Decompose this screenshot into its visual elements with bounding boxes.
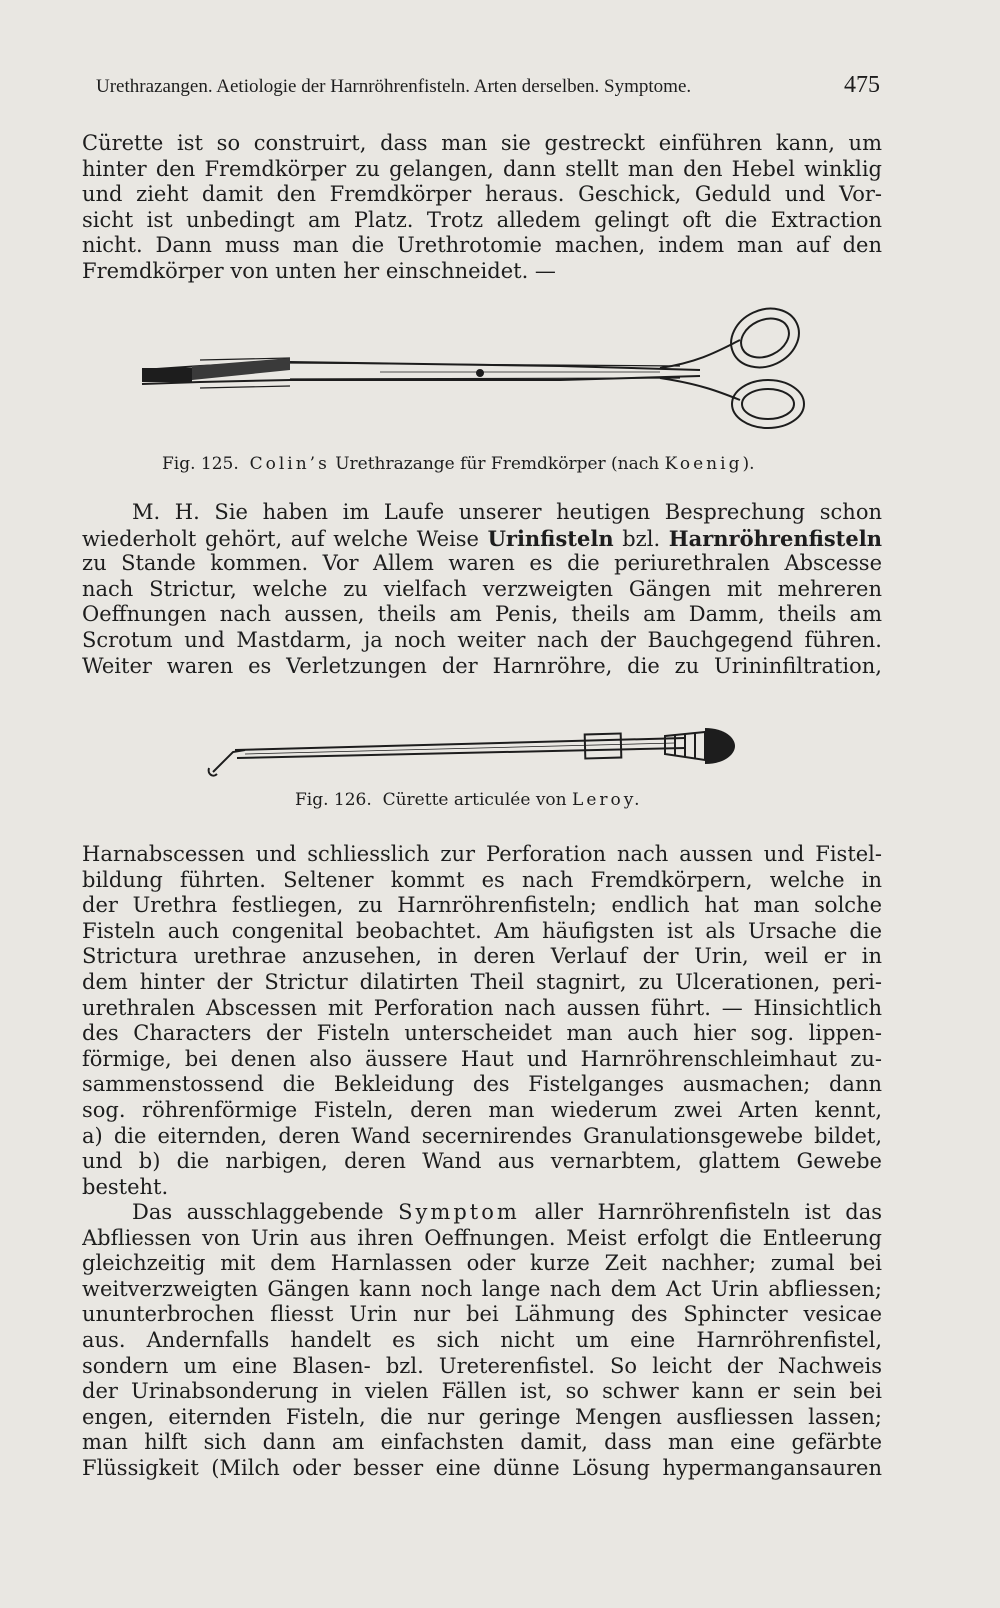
bold-term: Harnröhrenfisteln [668, 525, 882, 551]
text-line: weitverzweigten Gängen kann noch lange nach dem Act Urin abfliessen; [82, 1276, 882, 1301]
paragraph-3 [82, 842, 882, 1200]
text-line: Fremdkörper von unten her einschneidet. — [82, 258, 556, 283]
text-line: nach Strictur, welche zu vielfach verzweigten Gängen mit mehreren [82, 576, 882, 601]
text-line: Abfliessen von Urin aus ihren Oeffnungen. Meist erfolgt die Entleerung [82, 1225, 882, 1250]
text-line [82, 526, 882, 552]
text-line: aus. Andernfalls handelt es sich nicht um eine Harnröhrenfistel, [82, 1327, 882, 1352]
text-line: sicht ist unbedingt am Platz. Trotz alledem gelingt oft die Extraction [82, 207, 882, 232]
text-line: besteht. [82, 1174, 169, 1199]
figure-text: Urethrazange für Fremdkörper (nach [335, 454, 660, 474]
text-line: sog. röhrenförmige Fisteln, deren man wiederum zwei Arten kennt, [82, 1097, 882, 1122]
text-span: bzl. [622, 526, 661, 551]
text-line: sondern um eine Blasen- bzl. Ureterenfistel. So leicht der Nachweis [82, 1353, 882, 1378]
text-line: Harnabscessen und schliesslich zur Perforation nach aussen und Fistel- [82, 842, 882, 866]
text-span: aller Harnröhrenfisteln ist das [534, 1200, 882, 1224]
text-span: Das ausschlaggebende [132, 1200, 384, 1224]
bold-term: Urinfisteln [487, 525, 614, 551]
paragraph-1 [82, 131, 882, 285]
figure-source: Leroy. [572, 790, 643, 810]
text-line: gleichzeitig mit dem Harnlassen oder kurze Zeit nachher; zumal bei [82, 1251, 882, 1276]
paragraph-4 [82, 1200, 882, 1482]
text-line: zu Stande kommen. Vor Allem waren es die periurethralen Abscesse [82, 551, 882, 576]
text-line: Strictura urethrae anzusehen, in deren Verlauf der Urin, weil er in [82, 944, 882, 969]
text-line [82, 1200, 882, 1226]
text-line: urethralen Abscessen mit Perforation nach aussen führt. — Hinsichtlich [82, 995, 882, 1020]
figure-label: Fig. 126. [295, 790, 372, 810]
text-line: sammenstossend die Bekleidung des Fistelganges ausmachen; dann [82, 1072, 882, 1097]
text-span: wiederholt gehört, auf welche Weise [82, 526, 479, 551]
paragraph-2 [82, 500, 882, 679]
running-header [96, 72, 880, 104]
figure-caption-125 [162, 454, 755, 474]
text-line: M. H. Sie haben im Laufe unserer heutigen Besprechung schon [132, 500, 882, 524]
running-title: Urethrazangen. Aetiologie der Harnröhrenfisteln. Arten derselben. Symptome. [96, 76, 692, 97]
text-line: Weiter waren es Verletzungen der Harnröhre, die zu Urininfiltration, [82, 653, 882, 678]
figure-author: Colin’s [249, 454, 330, 474]
urethral-forceps-illustration [140, 300, 820, 450]
text-line: engen, eiternden Fisteln, die nur geringe Mengen ausfliessen lassen; [82, 1404, 882, 1429]
text-line: man hilft sich dann am einfachsten damit, dass man eine gefärbte [82, 1430, 882, 1455]
text-line: Oeffnungen nach aussen, theils am Penis, theils am Damm, theils am [82, 602, 882, 627]
text-line: förmige, bei denen also äussere Haut und Harnröhrenschleimhaut zu- [82, 1046, 882, 1071]
text-line: a) die eiternden, deren Wand secernirendes Granulationsgewebe bildet, [82, 1123, 882, 1148]
text-line: Cürette ist so construirt, dass man sie gestreckt einführen kann, um [82, 131, 882, 155]
figure-source: Koenig [664, 454, 743, 474]
text-line: Fisteln auch congenital beobachtet. Am häufigsten ist als Ursache die [82, 918, 882, 943]
text-line: bildung führten. Seltener kommt es nach Fremdkörpern, welche in [82, 867, 882, 892]
text-line: nicht. Dann muss man die Urethrotomie machen, indem man auf den [82, 233, 882, 258]
text-line: hinter den Fremdkörper zu gelangen, dann stellt man den Hebel winklig [82, 156, 882, 181]
text-line: des Characters der Fisteln unterscheidet man auch hier sog. lippen- [82, 1021, 882, 1046]
text-line: und b) die narbigen, deren Wand aus vernarbtem, glattem Gewebe [82, 1149, 882, 1174]
text-line: und zieht damit den Fremdkörper heraus. Geschick, Geduld und Vor- [82, 182, 882, 207]
page-number: 475 [844, 72, 880, 98]
spaced-term: Symptom [398, 1200, 520, 1224]
figure-label: Fig. 125. [162, 454, 239, 474]
curette-illustration [205, 720, 765, 790]
text-line: der Urethra festliegen, zu Harnröhrenfisteln; endlich hat man solche [82, 893, 882, 918]
text-line: Scrotum und Mastdarm, ja noch weiter nach der Bauchgegend führen. [82, 627, 882, 652]
text-line: Flüssigkeit (Milch oder besser eine dünne Lösung hypermangansauren [82, 1455, 882, 1480]
text-line: dem hinter der Strictur dilatirten Theil stagnirt, zu Ulcerationen, peri- [82, 969, 882, 994]
figure-caption-126 [295, 790, 643, 810]
figure-text: Cürette articulée von [382, 790, 567, 810]
text-line: ununterbrochen fliesst Urin nur bei Lähmung des Sphincter vesicae [82, 1302, 882, 1327]
text-line: der Urinabsonderung in vielen Fällen ist, so schwer kann er sein bei [82, 1379, 882, 1404]
figure-end: ). [742, 454, 755, 474]
